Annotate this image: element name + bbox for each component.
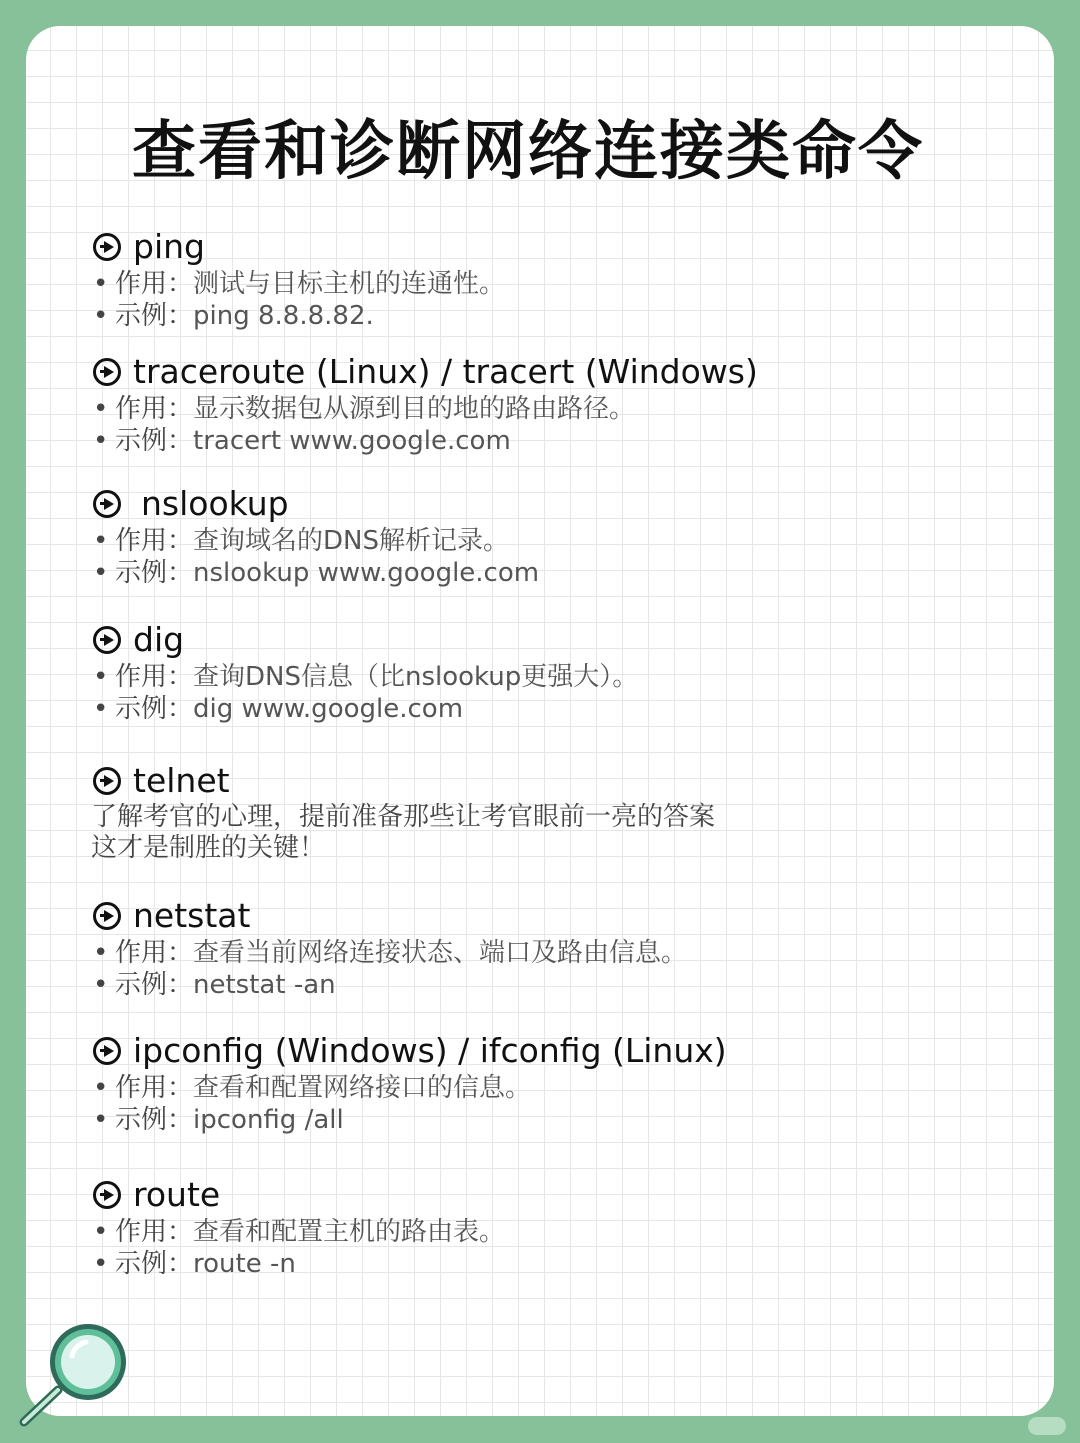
section-telnet (93, 760, 1013, 864)
example-line: • 示例：netstat -an (93, 970, 336, 1000)
circle-arrow-icon (93, 358, 121, 386)
example-line: • 示例：tracert www.google.com (93, 426, 511, 456)
section-netstat (93, 895, 1013, 1001)
section-traceroute (93, 351, 1013, 457)
purpose-line: • 作用：显示数据包从源到目的地的路由路径。 (93, 394, 636, 424)
section-dig (93, 619, 1013, 725)
command-name: nslookup (141, 484, 289, 523)
circle-arrow-icon (93, 902, 121, 930)
purpose-line: • 作用：查看和配置网络接口的信息。 (93, 1073, 532, 1103)
note-line: 这才是制胜的关键！ (91, 833, 326, 863)
example-line: • 示例：route -n (93, 1249, 296, 1279)
section-ipconfig (93, 1030, 1013, 1136)
command-name: netstat (133, 896, 251, 935)
command-name: route (133, 1175, 221, 1214)
command-name: telnet (133, 761, 230, 800)
purpose-line: • 作用：查询DNS信息（比nslookup更强大）。 (93, 662, 639, 692)
note-line: 了解考官的心理，提前准备那些让考官眼前一亮的答案 (91, 802, 716, 832)
command-name: ipconfig (Windows) / ifconfig (Linux) (133, 1031, 727, 1070)
example-line: • 示例：nslookup www.google.com (93, 558, 540, 588)
circle-arrow-icon (93, 233, 121, 261)
circle-arrow-icon (93, 767, 121, 795)
section-route (93, 1174, 1013, 1280)
circle-arrow-icon (93, 490, 121, 518)
circle-arrow-icon (93, 626, 121, 654)
example-line: • 示例：ipconfig /all (93, 1105, 344, 1135)
circle-arrow-icon (93, 1037, 121, 1065)
example-line: • 示例：dig www.google.com (93, 694, 464, 724)
command-name: ping (133, 227, 205, 266)
section-ping (93, 226, 1013, 332)
page-title: 查看和诊断网络连接类命令 (132, 115, 924, 189)
purpose-line: • 作用：测试与目标主机的连通性。 (93, 269, 506, 299)
purpose-line: • 作用：查看当前网络连接状态、端口及路由信息。 (93, 938, 688, 968)
watermark-dot (1028, 1417, 1066, 1435)
section-nslookup (93, 483, 1013, 589)
purpose-line: • 作用：查看和配置主机的路由表。 (93, 1217, 506, 1247)
purpose-line: • 作用：查询域名的DNS解析记录。 (93, 526, 509, 556)
magnifier-icon (16, 1318, 132, 1430)
command-name: traceroute (Linux) / tracert (Windows) (133, 352, 758, 391)
example-line: • 示例：ping 8.8.8.82. (93, 301, 374, 331)
content-card (26, 26, 1054, 1416)
command-name: dig (133, 620, 185, 659)
circle-arrow-icon (93, 1181, 121, 1209)
